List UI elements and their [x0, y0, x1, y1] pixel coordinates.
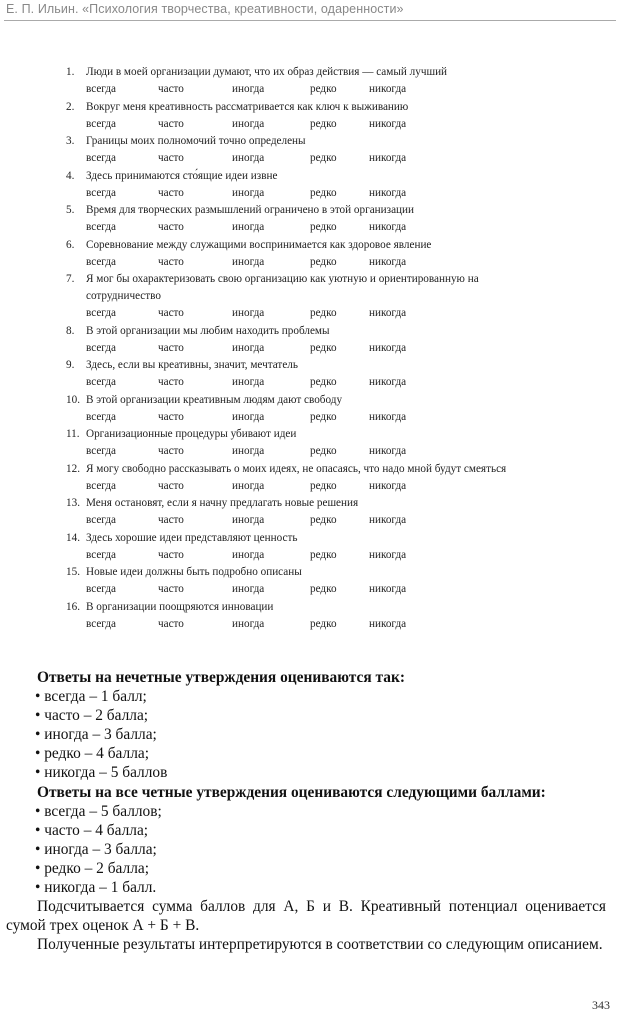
question-line — [66, 426, 556, 443]
answer-option: часто — [158, 445, 184, 457]
question-text: Меня остановят, если я начну предлагать новые решения — [86, 497, 359, 509]
answer-option: никогда — [369, 410, 407, 423]
question-number: 2. — [66, 100, 75, 113]
question-text: Я могу свободно рассказывать о моих идеях, не опасаясь, что надо мной будут смеяться — [86, 462, 507, 475]
answer-options — [66, 443, 556, 461]
odd-score-item: • никогда – 5 баллов — [35, 764, 168, 782]
question-text: Соревнование между служащими воспринимается как здоровое явление — [86, 238, 432, 251]
answer-option: редко — [310, 514, 337, 526]
answer-option: редко — [310, 479, 337, 492]
question-item — [66, 495, 556, 530]
answer-option: часто — [158, 548, 184, 561]
answer-option: иногда — [232, 445, 265, 457]
answer-option: всегда — [86, 83, 116, 95]
question-line — [66, 133, 556, 150]
answer-options — [66, 409, 556, 427]
answer-options — [66, 512, 556, 530]
question-line — [66, 99, 556, 116]
answer-option: редко — [310, 186, 337, 199]
answer-option: никогда — [369, 255, 407, 268]
answer-option: часто — [158, 410, 184, 423]
answer-option: никогда — [369, 445, 407, 457]
question-text: Время для творческих размышлений ограничено в этой организации — [86, 204, 414, 216]
answer-option: редко — [310, 255, 337, 268]
question-text: Организационные процедуры убивают идеи — [86, 428, 297, 440]
question-number: 7. — [66, 273, 75, 285]
question-number: 16. — [66, 600, 80, 613]
question-line — [66, 64, 556, 81]
answer-option: никогда — [369, 221, 407, 233]
answer-option: иногда — [232, 617, 265, 630]
question-number: 1. — [66, 66, 75, 78]
question-line — [66, 237, 556, 254]
answer-option: иногда — [232, 583, 265, 595]
answer-options — [66, 374, 556, 392]
question-item — [66, 64, 556, 99]
answer-option: всегда — [86, 376, 116, 388]
answer-option: часто — [158, 617, 184, 630]
question-item — [66, 357, 556, 392]
answer-option: редко — [310, 617, 337, 630]
question-number: 8. — [66, 324, 75, 337]
question-number: 4. — [66, 169, 75, 182]
question-text: Новые идеи должны быть подробно описаны — [86, 566, 302, 578]
answer-option: никогда — [369, 341, 407, 354]
answer-option: часто — [158, 152, 184, 164]
question-line — [66, 599, 556, 616]
question-number: 13. — [66, 497, 80, 509]
answer-option: часто — [158, 341, 184, 354]
answer-option: иногда — [232, 376, 265, 388]
answer-option: иногда — [232, 514, 265, 526]
answer-option: часто — [158, 83, 184, 95]
answer-option: редко — [310, 83, 337, 95]
answer-option: никогда — [369, 617, 407, 630]
question-number: 10. — [66, 393, 80, 406]
question-text: Здесь, если вы креативны, значит, мечтатель — [86, 359, 298, 371]
answer-option: иногда — [232, 117, 265, 130]
question-item — [66, 99, 556, 134]
answer-option: редко — [310, 445, 337, 457]
answer-option: всегда — [86, 255, 116, 268]
answer-option: всегда — [86, 410, 116, 423]
answer-option: никогда — [369, 514, 407, 526]
answer-option: иногда — [232, 479, 265, 492]
answer-options — [66, 340, 556, 358]
answer-option: иногда — [232, 255, 265, 268]
question-number: 15. — [66, 566, 80, 578]
answer-option: редко — [310, 410, 337, 423]
question-line — [66, 461, 556, 478]
answer-option: всегда — [86, 445, 116, 457]
answer-options — [66, 81, 556, 99]
scoring-section — [6, 668, 606, 954]
answer-option: редко — [310, 583, 337, 595]
odd-score-item: • часто – 2 балла; — [35, 707, 149, 725]
answer-option: никогда — [369, 152, 407, 164]
even-scoring-heading: Ответы на все четные утверждения оцениваются следующими баллами: — [37, 783, 546, 801]
answer-option: никогда — [369, 307, 407, 319]
question-number: 11. — [66, 428, 80, 440]
answer-option: никогда — [369, 83, 407, 95]
answer-option: всегда — [86, 307, 116, 319]
answer-option: редко — [310, 117, 337, 130]
answer-options — [66, 254, 556, 272]
answer-option: редко — [310, 548, 337, 561]
answer-option: всегда — [86, 617, 116, 630]
question-text: В этой организации мы любим находить проблемы — [86, 324, 330, 337]
question-text: Люди в моей организации думают, что их образ действия — самый лучший — [86, 66, 448, 78]
even-score-item: • часто – 4 балла; — [35, 821, 149, 839]
answer-option: всегда — [86, 341, 116, 354]
question-item — [66, 271, 556, 323]
answer-options — [66, 150, 556, 168]
question-item — [66, 202, 556, 237]
question-item — [66, 168, 556, 203]
answer-option: часто — [158, 479, 184, 492]
question-number: 12. — [66, 462, 80, 475]
question-item — [66, 323, 556, 358]
question-item — [66, 392, 556, 427]
question-text: В организации поощряются инновации — [86, 600, 274, 613]
answer-option: никогда — [369, 583, 407, 595]
odd-score-item: • иногда – 3 балла; — [35, 726, 157, 744]
answer-option: всегда — [86, 221, 116, 233]
answer-options — [66, 116, 556, 134]
page-number: 343 — [592, 998, 610, 1012]
question-text: Здесь принимаются сто́ящие идеи извне — [86, 169, 278, 182]
question-item — [66, 461, 556, 496]
answer-option: иногда — [232, 152, 265, 164]
question-line — [66, 168, 556, 185]
question-line — [66, 323, 556, 340]
question-text: Границы моих полномочий точно определены — [86, 135, 306, 147]
question-number: 6. — [66, 238, 75, 251]
answer-option: иногда — [232, 410, 265, 423]
answer-option: всегда — [86, 186, 116, 199]
answer-options — [66, 547, 556, 565]
question-number: 9. — [66, 359, 75, 371]
answer-option: редко — [310, 221, 337, 233]
odd-scoring-heading: Ответы на нечетные утверждения оцениваются так: — [37, 669, 405, 686]
question-line — [66, 392, 556, 409]
answer-option: часто — [158, 117, 184, 130]
answer-option: иногда — [232, 341, 265, 354]
question-line — [66, 202, 556, 219]
question-item — [66, 599, 556, 634]
answer-options — [66, 185, 556, 203]
question-item — [66, 133, 556, 168]
answer-option: часто — [158, 514, 184, 526]
answer-option: часто — [158, 307, 184, 319]
answer-option: никогда — [369, 117, 407, 130]
answer-option: иногда — [232, 221, 265, 233]
question-line — [66, 530, 556, 547]
answer-option: никогда — [369, 548, 407, 561]
question-number: 14. — [66, 531, 80, 544]
answer-option: часто — [158, 376, 184, 388]
running-header: Е. П. Ильин. «Психология творчества, креативности, одаренности» — [6, 2, 404, 16]
answer-option: часто — [158, 186, 184, 199]
answer-option: всегда — [86, 514, 116, 526]
answer-options — [66, 305, 556, 323]
answer-option: редко — [310, 307, 337, 319]
question-line — [66, 271, 556, 305]
questionnaire — [66, 64, 556, 633]
answer-options — [66, 478, 556, 496]
answer-options — [66, 616, 556, 634]
header-divider — [4, 20, 616, 21]
even-score-item: • редко – 2 балла; — [35, 859, 149, 877]
answer-option: иногда — [232, 548, 265, 561]
answer-option: часто — [158, 583, 184, 595]
question-text: Вокруг меня креативность рассматривается как ключ к выживанию — [86, 100, 409, 113]
answer-options — [66, 219, 556, 237]
question-text: Я мог бы охарактеризовать свою организацию как уютную и ориентированную на сотрудничество — [86, 273, 479, 302]
answer-option: часто — [158, 221, 184, 233]
answer-option: никогда — [369, 479, 407, 492]
odd-score-item: • всегда – 1 балл; — [35, 688, 147, 706]
question-number: 3. — [66, 135, 75, 147]
odd-score-item: • редко – 4 балла; — [35, 745, 149, 763]
question-item — [66, 530, 556, 565]
answer-option: всегда — [86, 117, 116, 130]
answer-option: всегда — [86, 479, 116, 492]
interpretation-paragraph: Полученные результаты интерпретируются в соответствии со следующим описанием. — [37, 936, 603, 954]
even-score-item: • иногда – 3 балла; — [35, 840, 157, 858]
answer-option: всегда — [86, 548, 116, 561]
question-line — [66, 564, 556, 581]
answer-option: иногда — [232, 186, 265, 199]
even-score-item: • всегда – 5 баллов; — [35, 802, 162, 820]
answer-option: часто — [158, 255, 184, 268]
question-item — [66, 564, 556, 599]
sum-paragraph: Подсчитывается сумма баллов для А, Б и В. Креативный потенциал оценивается сумой трех оценок А + Б + В. — [6, 898, 606, 935]
answer-option: никогда — [369, 186, 407, 199]
answer-option: иногда — [232, 307, 265, 319]
question-line — [66, 357, 556, 374]
answer-option: редко — [310, 376, 337, 388]
answer-option: иногда — [232, 83, 265, 95]
even-score-item: • никогда – 1 балл. — [35, 879, 157, 897]
question-item — [66, 426, 556, 461]
question-text: В этой организации креативным людям дают свободу — [86, 393, 343, 406]
answer-option: всегда — [86, 152, 116, 164]
answer-option: редко — [310, 341, 337, 354]
answer-option: никогда — [369, 376, 407, 388]
question-line — [66, 495, 556, 512]
question-text: Здесь хорошие идеи представляют ценность — [86, 531, 298, 544]
answer-option: редко — [310, 152, 337, 164]
answer-options — [66, 581, 556, 599]
answer-option: всегда — [86, 583, 116, 595]
question-number: 5. — [66, 204, 75, 216]
question-item — [66, 237, 556, 272]
